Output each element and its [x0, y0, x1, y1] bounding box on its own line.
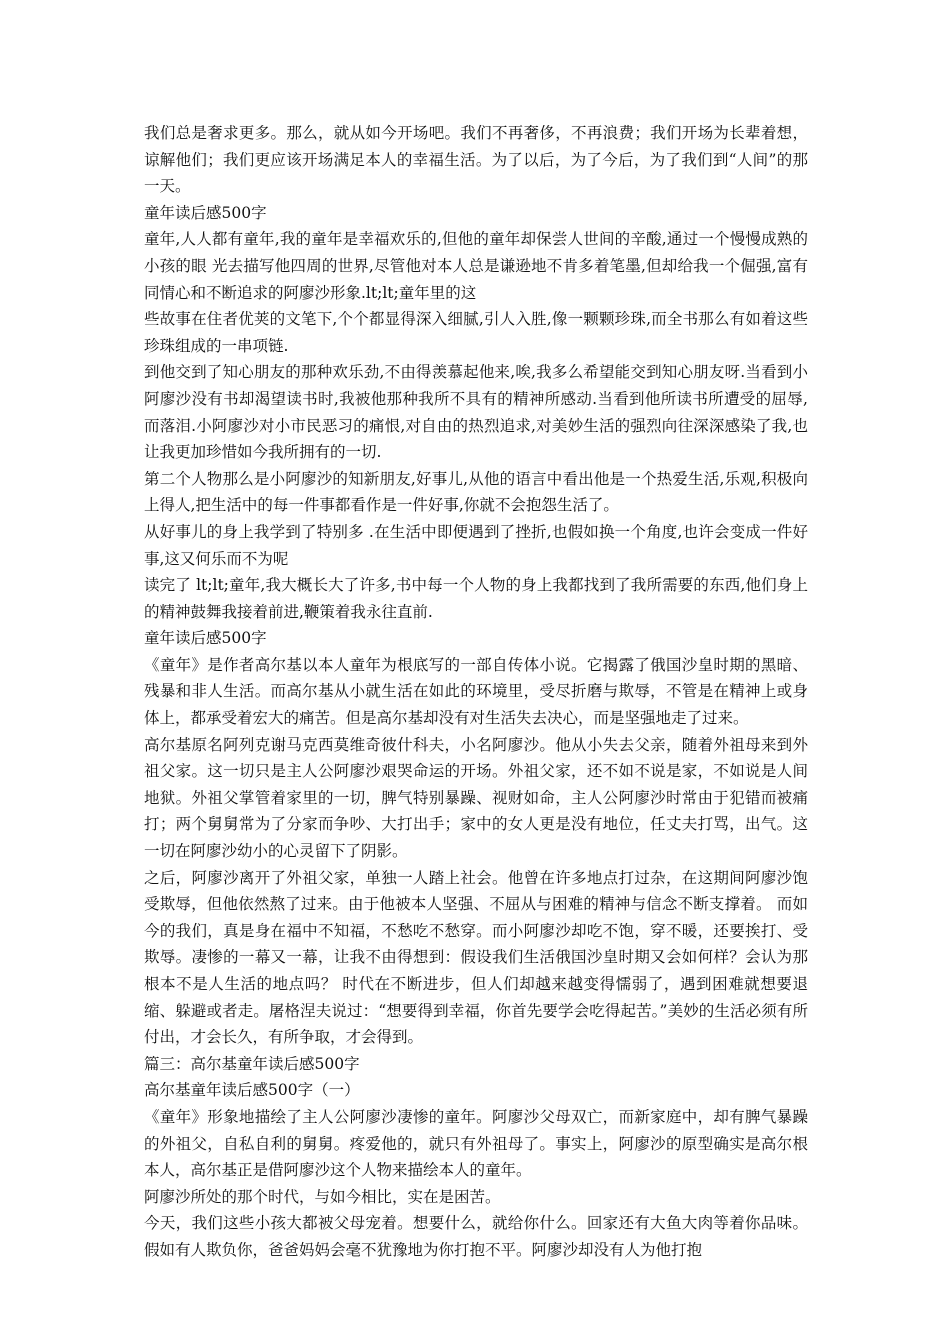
paragraph: 读完了 lt;lt;童年,我大概长大了许多,书中每一个人物的身上我都找到了我所需要的东西,他们身上的精神鼓舞我接着前进,鞭策着我永往直前. — [144, 576, 808, 621]
document-page — [144, 120, 808, 1264]
paragraph: 阿廖沙所处的那个时代，与如今相比，实在是困苦。 — [144, 1187, 501, 1206]
paragraph: 《童年》是作者高尔基以本人童年为根底写的一部自传体小说。它揭露了俄国沙皇时期的黑暗、残暴和非人生活。而高尔基从小就生活在如此的环境里，受尽折磨与欺辱，不管是在精神上或身体上，都承受着宏大的痛苦。但是高尔基却没有对生活失去决心，而是坚强地走了过来。 — [144, 655, 808, 728]
paragraph: 高尔基原名阿列克谢马克西莫维奇彼什科夫，小名阿廖沙。他从小失去父亲，随着外祖母来到外祖父家。这一切只是主人公阿廖沙艰哭命运的开场。外祖父家，还不如不说是家，不如说是人间地狱。外祖父掌管着家里的一切，脾气特别暴躁、视财如命，主人公阿廖沙时常由于犯错而被痛打；两个舅舅常为了分家而争吵、大打出手；家中的女人更是没有地位，任丈夫打骂，出气。这一切在阿廖沙幼小的心灵留下了阴影。 — [144, 735, 808, 861]
section-heading: 童年读后感500字 — [144, 203, 267, 222]
section-heading: 高尔基童年读后感500字（一） — [144, 1081, 360, 1100]
paragraph: 《童年》形象地描绘了主人公阿廖沙凄惨的童年。阿廖沙父母双亡，而新家庭中，却有脾气暴躁的外祖父，自私自利的舅舅。疼爱他的，就只有外祖母了。事实上，阿廖沙的原型确实是高尔根本人，高尔基正是借阿廖沙这个人物来描绘本人的童年。 — [144, 1107, 808, 1180]
paragraph: 之后，阿廖沙离开了外祖父家，单独一人踏上社会。他曾在许多地点打过杂，在这期间阿廖沙饱受欺辱，但他依然熬了过来。由于他被本人坚强、不屈从与困难的精神与信念不断支撑着。 而如今的我们，真是身在福中不知福，不愁吃不愁穿。而小阿廖沙却吃不饱，穿不暖，还要挨打、受欺辱。凄惨的一幕又一幕，让我不由得想到：假设我们生活俄国沙皇时期又会如何样？会认为那根本不是人生活的地点吗？ 时代在不断进步，但人们却越来越变得懦弱了，遇到困难就想要退缩、躲避或者走。屠格涅夫说过：“想要得到幸福，你首先要学会吃得起苦。”美妙的生活必须有所付出，才会长久，有所争取，才会得到。 — [144, 868, 808, 1047]
paragraph: 到他交到了知心朋友的那种欢乐劲,不由得羡慕起他来,唉,我多么希望能交到知心朋友呀.当看到小阿廖沙没有书却渴望读书时,我被他那种我所不具有的精神所感动.当看到他所读书所遭受的屈辱,而落泪.小阿廖沙对小市民恶习的痛恨,对自由的热烈追求,对美妙生活的强烈向往深深感染了我,也让我更加珍惜如今我所拥有的一切. — [144, 363, 808, 462]
paragraph: 我们总是奢求更多。那么，就从如今开场吧。我们不再奢侈，不再浪费；我们开场为长辈着想，谅解他们；我们更应该开场满足本人的幸福生活。为了以后，为了今后，为了我们到“人间”的那一天。 — [144, 124, 808, 196]
paragraph: 从好事儿的身上我学到了特别多 .在生活中即便遇到了挫折,也假如换一个角度,也许会变成一件好事,这又何乐而不为呢 — [144, 522, 808, 568]
section-heading: 篇三：高尔基童年读后感500字 — [144, 1054, 360, 1073]
paragraph: 今天，我们这些小孩大都被父母宠着。想要什么，就给你什么。回家还有大鱼大肉等着你品味。假如有人欺负你，爸爸妈妈会毫不犹豫地为你打抱不平。阿廖沙却没有人为他打抱 — [144, 1214, 808, 1259]
paragraph: 些故事在住者优荚的文笔下,个个都显得深入细腻,引人入胜,像一颗颗珍珠,而全书那么有如着这些珍珠组成的一串项链. — [144, 310, 808, 355]
paragraph: 第二个人物那么是小阿廖沙的知新朋友,好事儿,从他的语言中看出他是一个热爱生活,乐观,积极向上得人,把生活中的每一件事都看作是一件好事,你就不会抱怨生活了。 — [144, 469, 808, 515]
paragraph: 童年,人人都有童年,我的童年是幸福欢乐的,但他的童年却保尝人世间的辛酸,通过一个慢慢成熟的小孩的眼 光去描写他四周的世界,尽管他对本人总是谦逊地不肯多着笔墨,但却给我一个倔强,富有同情心和不断追求的阿廖沙形象.lt;lt;童年里的这 — [144, 230, 808, 302]
section-heading: 童年读后感500字 — [144, 629, 267, 648]
